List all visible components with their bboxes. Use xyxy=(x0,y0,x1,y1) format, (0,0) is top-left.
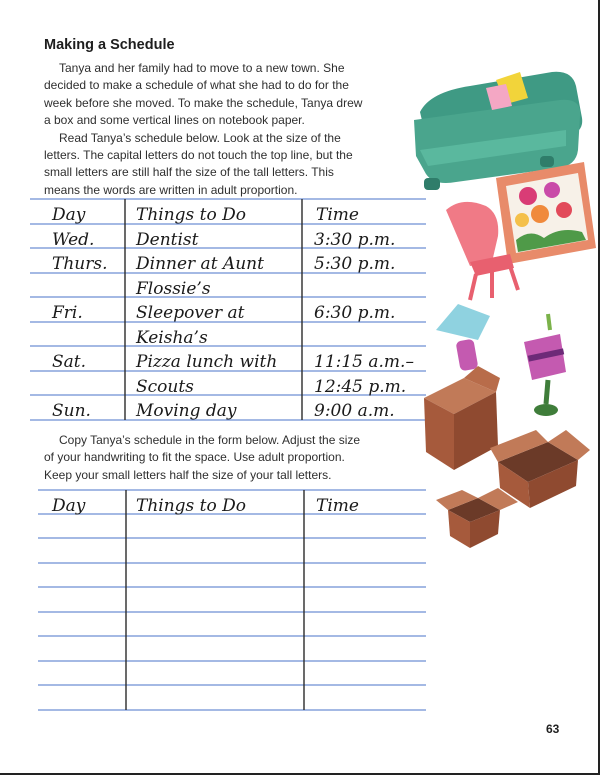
day-cell: Fri. xyxy=(52,303,83,323)
page-number: 63 xyxy=(546,722,560,736)
form-header-day: Day xyxy=(52,496,86,516)
day-cell: Thurs. xyxy=(52,254,108,274)
intro-line: week before she moved. To make the schedule, Tanya drew xyxy=(44,95,363,110)
time-cell: 11:15 a.m.– xyxy=(314,352,414,372)
intro-line: Tanya and her family had to move to a new town. She xyxy=(59,61,345,75)
form-header-time: Time xyxy=(316,496,359,516)
things-cell: Dentist xyxy=(136,230,199,250)
form-ruled-lines xyxy=(38,490,426,710)
intro-line: decided to make a schedule of what she had to do for the xyxy=(44,78,349,93)
schedule-headers xyxy=(51,205,359,225)
things-cell: Scouts xyxy=(136,377,194,397)
flat-box-icon xyxy=(436,488,518,548)
things-cell: Dinner at Aunt xyxy=(136,254,264,274)
time-cell: 3:30 p.m. xyxy=(314,230,396,250)
things-cell: Pizza lunch with xyxy=(136,352,278,372)
page-title: Making a Schedule xyxy=(44,37,175,53)
moving-box-icon xyxy=(424,366,500,470)
instruction-line: Keep your small letters half the size of your tall letters. xyxy=(44,467,332,482)
intro-line: a box and some vertical lines on notebook paper. xyxy=(44,113,305,128)
day-cell: Sat. xyxy=(52,352,87,372)
instruction-line: of your handwriting to fit the space. Use adult proportion. xyxy=(44,450,345,465)
time-cell: 9:00 a.m. xyxy=(314,401,395,421)
things-cell: Sleepover at xyxy=(136,303,245,323)
header-things: Things to Do xyxy=(136,205,247,225)
small-lamp-icon xyxy=(524,314,566,416)
time-cell: 5:30 p.m. xyxy=(314,254,396,274)
form-header-things: Things to Do xyxy=(136,496,247,516)
things-cell: Moving day xyxy=(136,401,237,421)
schedule-rows xyxy=(51,230,414,421)
flower-painting-icon xyxy=(496,162,596,264)
day-cell: Wed. xyxy=(52,230,95,250)
instruction-line: Copy Tanya’s schedule in the form below. Adjust the size xyxy=(59,433,361,447)
intro-line: letters. The capital letters do not touch the top line, but the xyxy=(44,148,353,163)
intro-line: Read Tanya’s schedule below. Look at the size of the xyxy=(59,130,341,145)
table-lamp-icon xyxy=(436,304,490,371)
time-cell: 12:45 p.m. xyxy=(314,377,407,397)
intro-line: small letters are still half the size of the tall letters. This xyxy=(44,165,334,180)
form-column-lines xyxy=(126,490,304,710)
form-headers xyxy=(51,496,359,516)
day-cell: Sun. xyxy=(52,401,91,421)
header-time: Time xyxy=(316,205,359,225)
time-cell: 6:30 p.m. xyxy=(314,303,396,323)
things-cell: Keisha’s xyxy=(136,328,208,348)
things-cell: Flossie’s xyxy=(136,279,211,299)
intro-line: means the words are written in adult proportion. xyxy=(44,182,298,197)
header-day: Day xyxy=(52,205,86,225)
